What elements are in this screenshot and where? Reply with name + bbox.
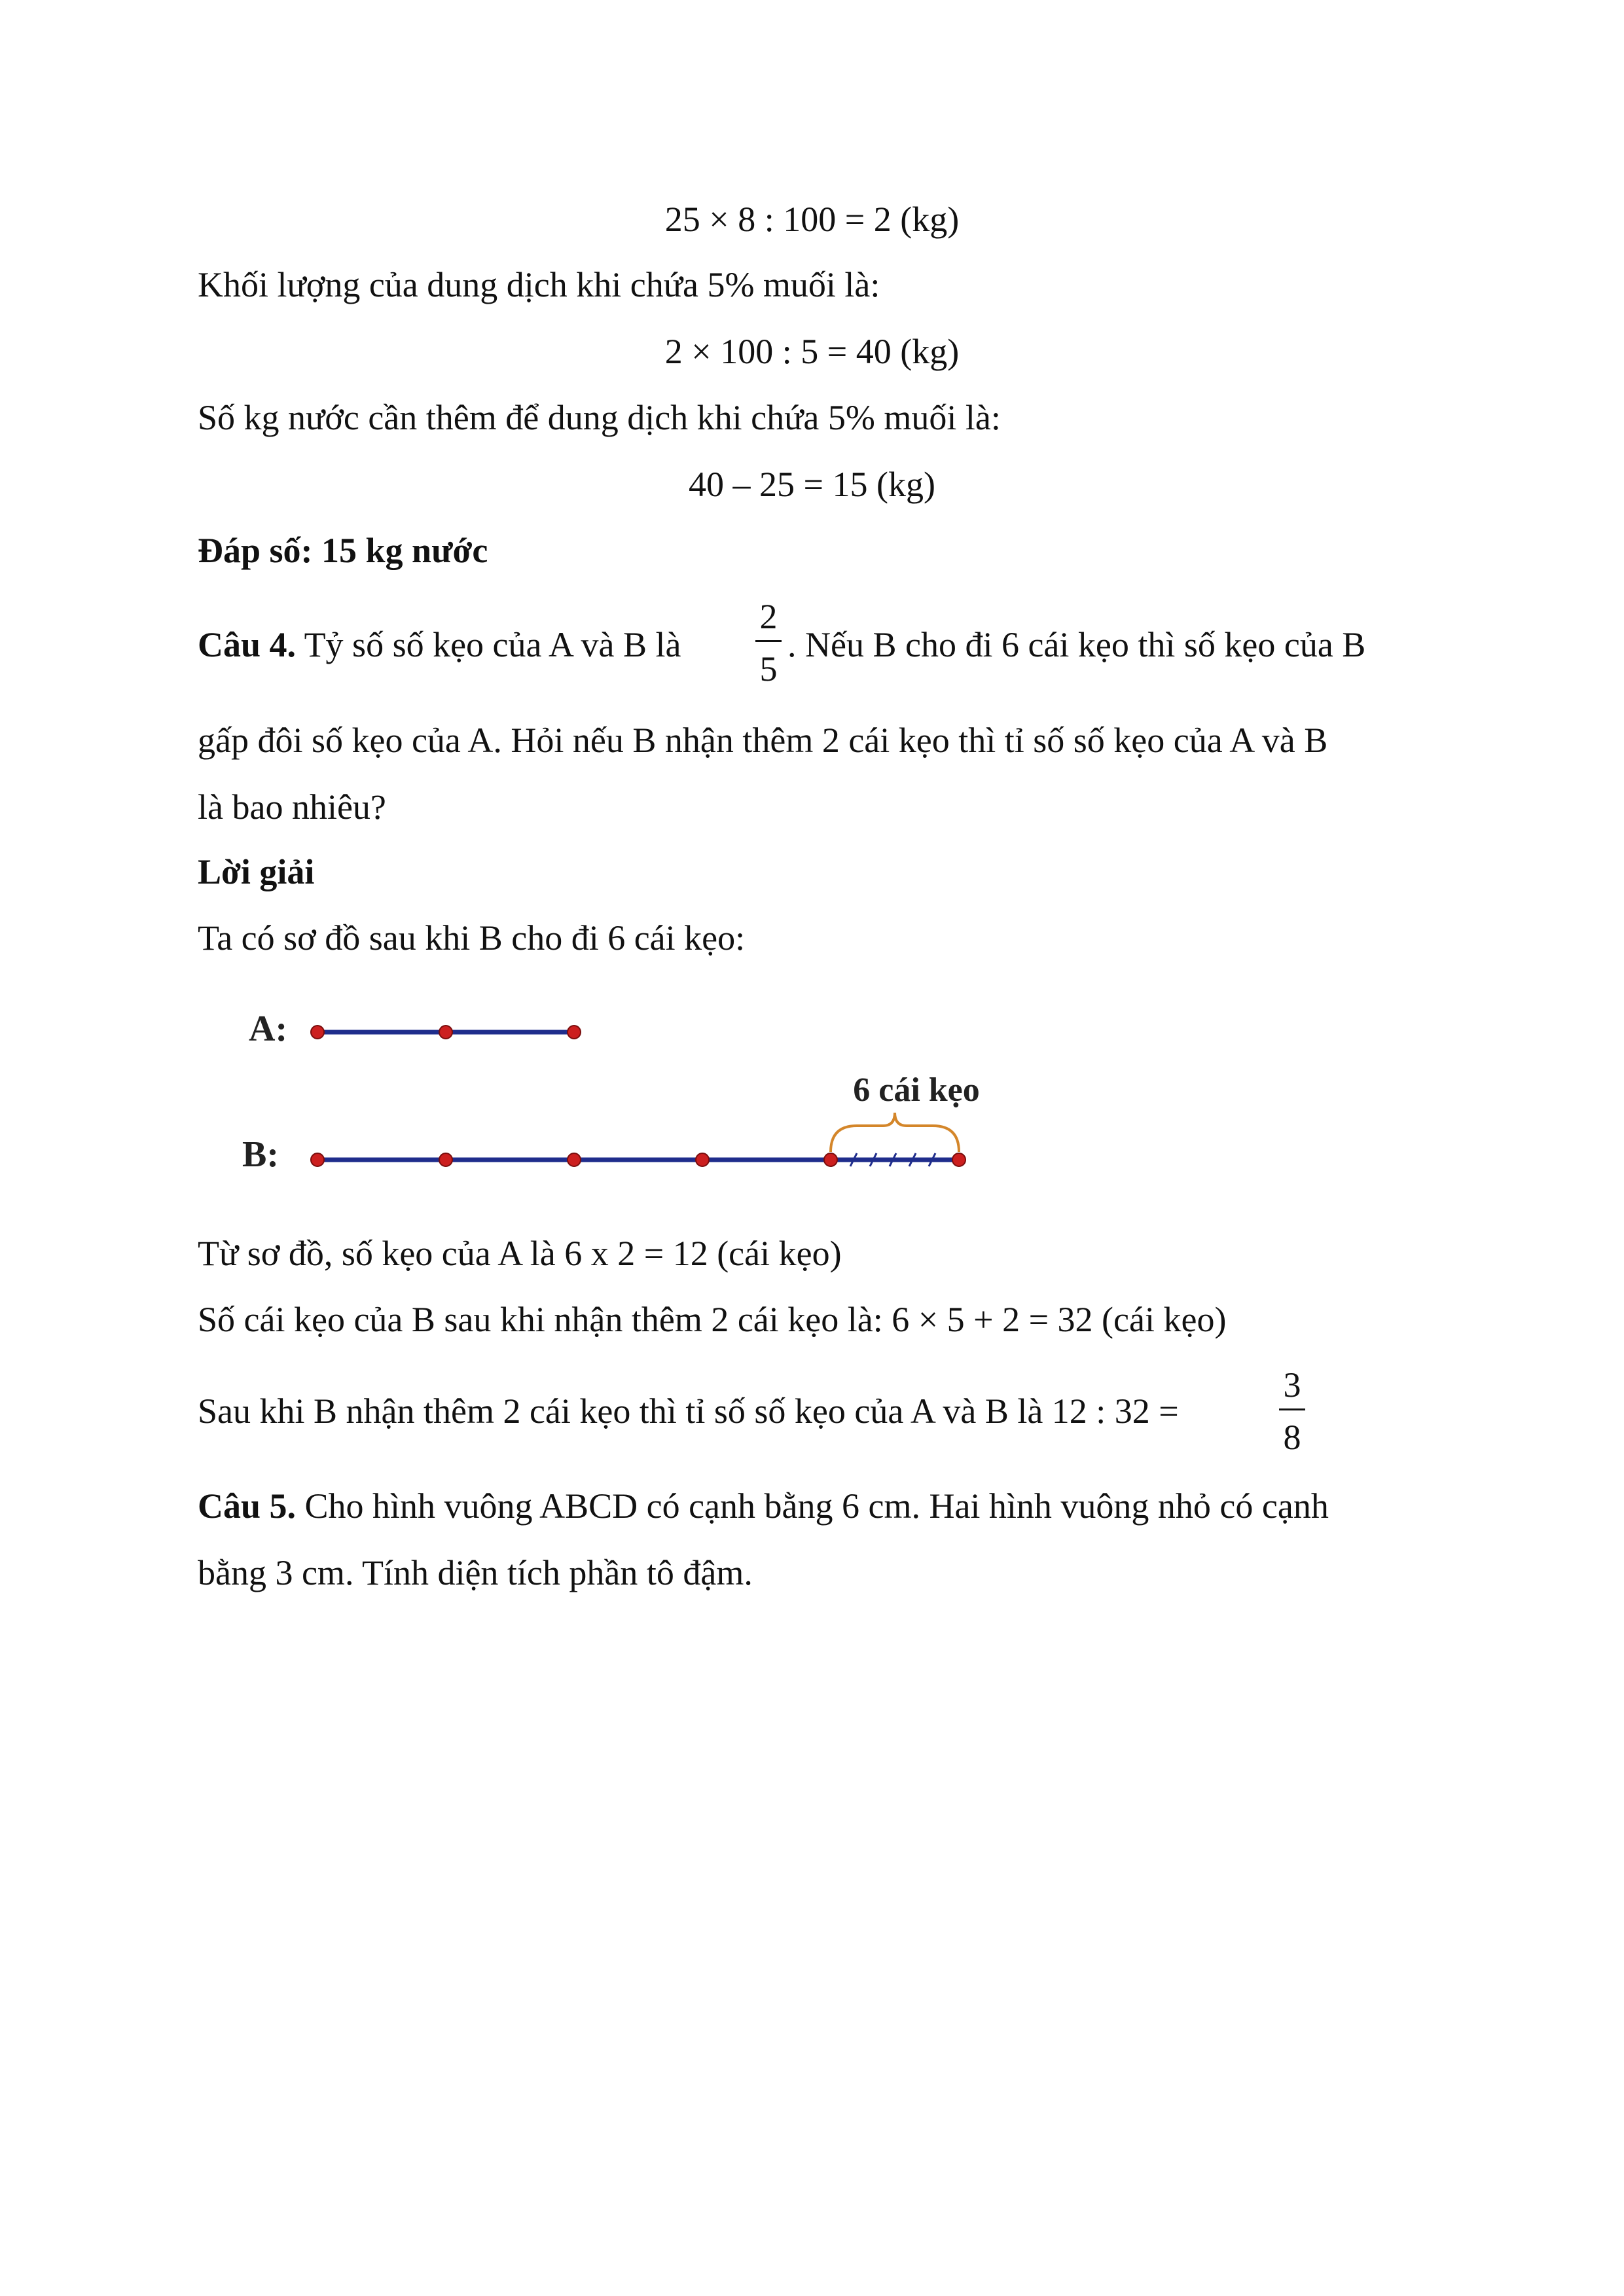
segment-a-point [311, 1026, 324, 1039]
fraction-bar [755, 640, 782, 642]
question-4-line-2: gấp đôi số kẹo của A. Hỏi nếu B nhận thêm 2 cái kẹo thì tỉ số số kẹo của A và B [198, 721, 1328, 760]
segment-diagram [236, 1001, 1021, 1217]
diagram-label-a: A: [249, 1009, 288, 1049]
question-label: Câu 4. [198, 625, 297, 664]
fraction-denominator: 5 [759, 649, 778, 689]
fraction-numerator: 2 [759, 597, 778, 636]
equation-1: 25 × 8 : 100 = 2 (kg) [664, 200, 960, 239]
question-5-line-2: bằng 3 cm. Tính diện tích phần tô đậm. [198, 1553, 753, 1592]
fraction-denominator: 8 [1283, 1418, 1301, 1457]
segment-b-point [311, 1153, 324, 1166]
segment-b-point [439, 1153, 452, 1166]
solution-title: Lời giải [198, 852, 315, 891]
question-text: Cho hình vuông ABCD có cạnh bằng 6 cm. Hai hình vuông nhỏ có cạnh [304, 1486, 1329, 1526]
answer-line: Đáp số: 15 kg nước [198, 531, 488, 570]
text-line: Số kg nước cần thêm để dung dịch khi chứa 5% muối là: [198, 398, 1001, 437]
diagram-label-b: B: [242, 1134, 279, 1175]
solution-intro: Ta có sơ đồ sau khi B cho đi 6 cái kẹo: [198, 918, 746, 958]
segment-a-point [439, 1026, 452, 1039]
question-text: Tỷ số số kẹo của A và B là [304, 625, 681, 664]
fraction-numerator: 3 [1283, 1365, 1301, 1405]
brace-label: 6 cái kẹo [853, 1071, 980, 1109]
solution-step-3: Sau khi B nhận thêm 2 cái kẹo thì tỉ số số kẹo của A và B là 12 : 32 = [198, 1391, 1179, 1431]
text-line: Khối lượng của dung dịch khi chứa 5% muối là: [198, 265, 880, 304]
segment-b-point [824, 1153, 837, 1166]
segment-b-point [696, 1153, 709, 1166]
question-label: Câu 5. [198, 1486, 297, 1526]
solution-step-2: Số cái kẹo của B sau khi nhận thêm 2 cái kẹo là: 6 × 5 + 2 = 32 (cái kẹo) [198, 1300, 1227, 1339]
equation-3: 40 – 25 = 15 (kg) [689, 465, 935, 504]
equation-2: 2 × 100 : 5 = 40 (kg) [664, 332, 960, 371]
segment-a-point [568, 1026, 581, 1039]
segment-b-point [568, 1153, 581, 1166]
fraction-bar [1279, 1408, 1305, 1410]
question-text-cont: . Nếu B cho đi 6 cái kẹo thì số kẹo của B [787, 625, 1366, 664]
solution-step-1: Từ sơ đồ, số kẹo của A là 6 x 2 = 12 (cái kẹo) [198, 1234, 842, 1273]
question-5-line-1 [198, 1483, 1329, 1529]
segment-b-point [952, 1153, 965, 1166]
question-4-line-1 [198, 622, 681, 668]
curly-brace [831, 1113, 959, 1152]
question-4-line-3: là bao nhiêu? [198, 787, 386, 827]
